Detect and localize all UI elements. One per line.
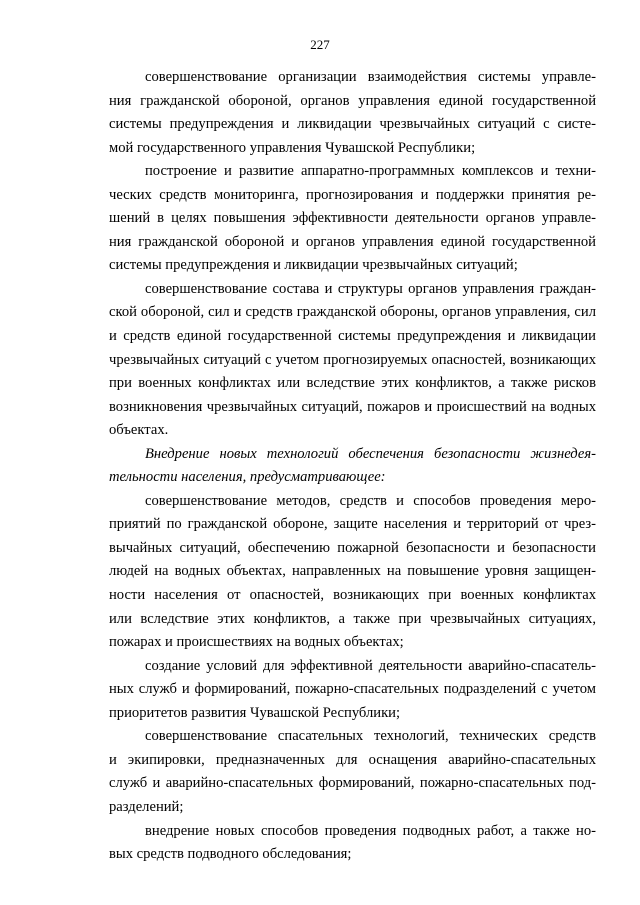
text-line: приятий по гражданской обороне, защите населения и территорий от чрез- [109,516,596,533]
text-line: или вследствие этих конфликтов, а также при чрезвычайных ситуациях, [109,610,596,627]
paragraph-first-line: внедрение новых способов проведения подводных работ, а также но- [145,822,596,839]
paragraph-first-line: совершенствование организации взаимодействия системы управле- [145,69,596,85]
text-line: служб и аварийно-спасательных формирований, пожарно-спасательных под- [109,775,596,792]
text-line: системы предупреждения и ликвидации чрезвычайных ситуаций; [109,257,518,274]
text-line: системы предупреждения и ликвидации чрезвычайных ситуаций с систе- [109,116,596,133]
text-line: при военных конфликтах или вследствие этих конфликтов, а также рисков [109,375,596,392]
text-line: и экипировки, предназначенных для оснащения аварийно-спасательных [109,751,596,768]
text-line: ных служб и формирований, пожарно-спасательных подразделений с учетом [109,681,596,698]
page-number: 227 [310,37,330,52]
paragraph-first-line: Внедрение новых технологий обеспечения безопасности жизнедея- [145,445,596,462]
text-line: ской обороной, сил и средств гражданской обороны, органов управления, сил [109,304,596,321]
paragraph-first-line: построение и развитие аппаратно-программных комплексов и техни- [145,163,596,180]
paragraph-first-line: совершенствование состава и структуры органов управления граждан- [145,280,596,297]
text-line: объектах. [109,422,169,439]
paragraph-first-line: совершенствование методов, средств и способов проведения меро- [145,492,596,509]
text-line: ческих средств мониторинга, прогнозирования и поддержки принятия ре- [109,186,596,203]
text-line: ния гражданской обороной и органов управления единой государственной [109,233,596,250]
text-line: пожарах и происшествиях на водных объектах; [109,634,404,651]
body-text [109,66,596,867]
text-line: чрезвычайных ситуаций с учетом прогнозируемых опасностей, возникающих [109,351,596,368]
paragraph-first-line: совершенствование спасательных технологий, технических средств [145,728,596,745]
text-line: шений в целях повышения эффективности деятельности органов управле- [109,210,596,227]
text-line: вычайных ситуаций, обеспечению пожарной безопасности и безопасности [109,539,596,556]
text-line: тельности населения, предусматривающее: [109,469,386,486]
text-line: приоритетов развития Чувашской Республики; [109,704,401,721]
text-line: ния гражданской обороной, органов управления единой государственной [109,92,596,109]
text-line: людей на водных объектах, направленных на повышение уровня защищен- [109,563,596,580]
text-line: ности населения от опасностей, возникающих при военных конфликтах [109,587,596,604]
text-line: и средств единой государственной системы предупреждения и ликвидации [109,328,596,345]
text-line: разделений; [109,798,184,815]
paragraph-first-line: создание условий для эффективной деятельности аварийно-спасатель- [145,657,596,674]
text-line: возникновения чрезвычайных ситуаций, пожаров и происшествий на водных [109,398,596,415]
text-line: вых средств подводного обследования; [109,846,352,863]
text-line: мой государственного управления Чувашской Республики; [109,139,476,156]
